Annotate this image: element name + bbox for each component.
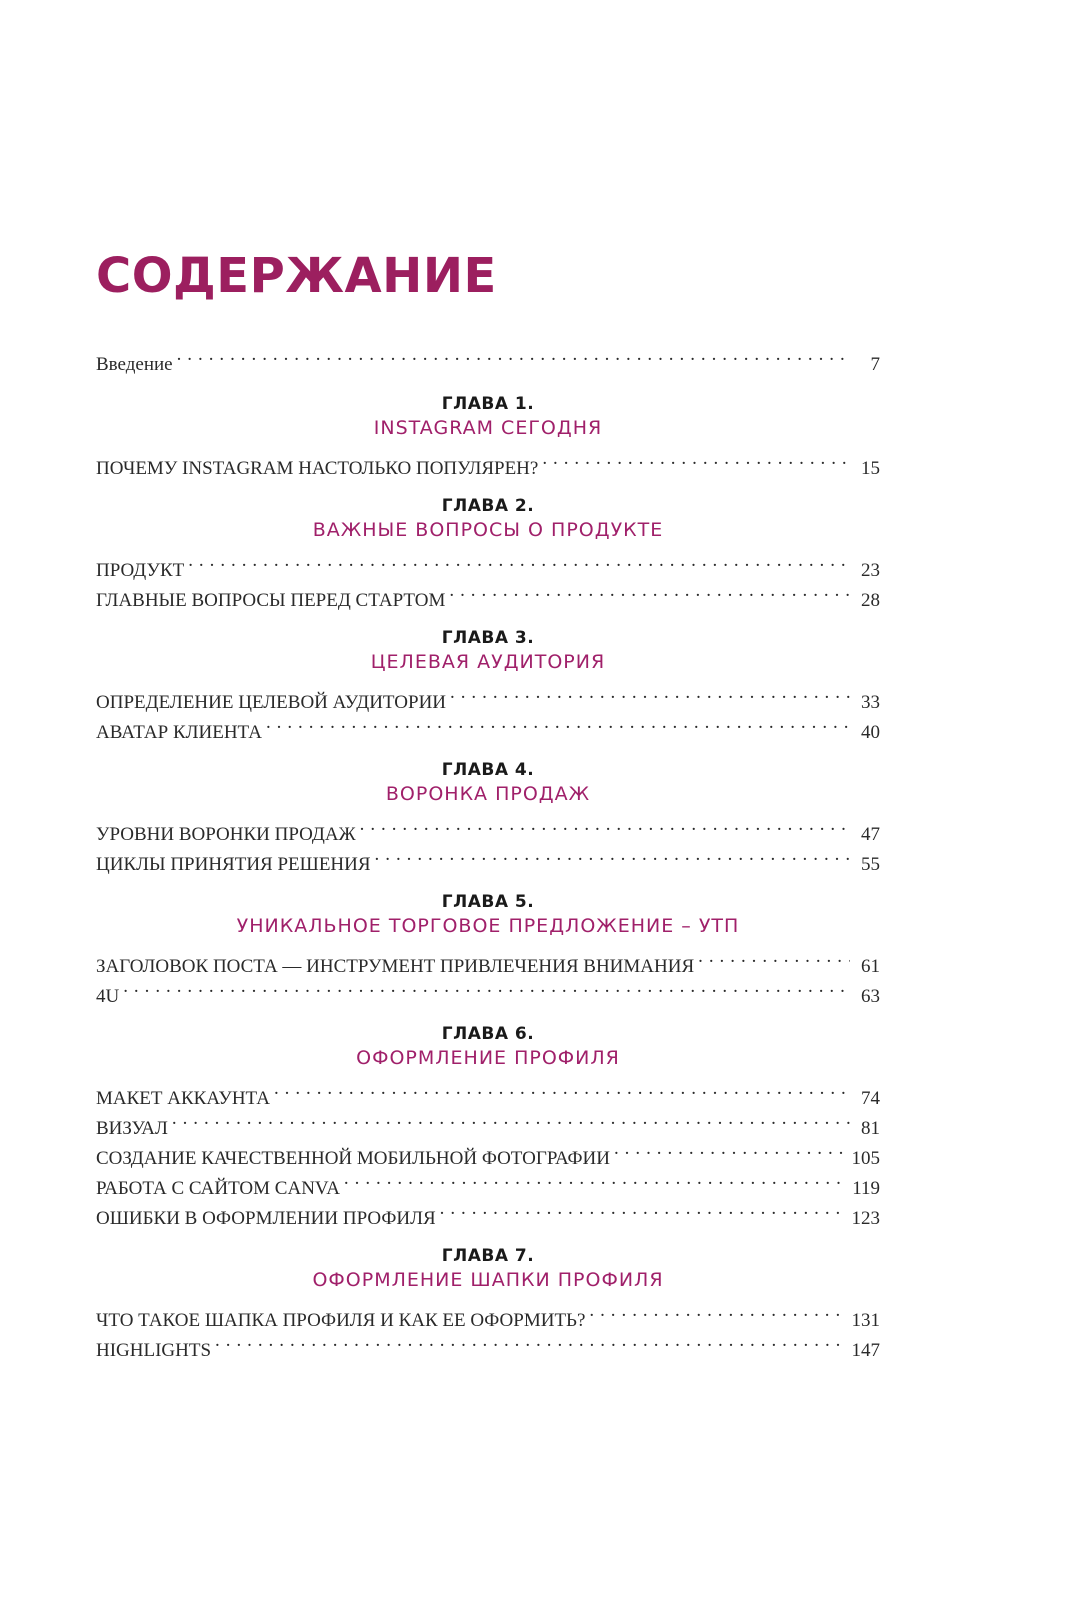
- page-title: СОДЕРЖАНИЕ: [96, 248, 497, 304]
- chapter-list: [96, 392, 880, 1361]
- toc-entry-page: 105: [851, 1148, 880, 1169]
- chapter-heading: [96, 890, 880, 938]
- toc-entry-page: 55: [861, 854, 880, 875]
- dot-leader: [450, 678, 850, 708]
- toc-entry[interactable]: [96, 444, 880, 479]
- chapter-name[interactable]: ВАЖНЫЕ ВОПРОСЫ О ПРОДУКТЕ: [312, 519, 664, 541]
- toc-entry-title: 4U: [96, 986, 120, 1007]
- chapter-name[interactable]: ЦЕЛЕВАЯ АУДИТОРИЯ: [370, 651, 606, 673]
- toc-entry-title: ПОЧЕМУ INSTAGRAM НАСТОЛЬКО ПОПУЛЯРЕН?: [96, 458, 539, 479]
- chapter-name[interactable]: ВОРОНКА ПРОДАЖ: [385, 783, 591, 805]
- dot-leader: [177, 340, 850, 370]
- chapter-number: ГЛАВА 3.: [441, 628, 535, 648]
- chapter-heading: [96, 626, 880, 674]
- dot-leader: [274, 1074, 850, 1104]
- toc-entry-title: ЦИКЛЫ ПРИНЯТИЯ РЕШЕНИЯ: [96, 854, 371, 875]
- dot-leader: [123, 972, 850, 1002]
- toc-entry[interactable]: [96, 678, 880, 713]
- toc-entry-page: 61: [861, 956, 880, 977]
- dot-leader: [440, 1194, 846, 1224]
- toc-entry-page: 33: [861, 692, 880, 713]
- toc-entry-title: ОШИБКИ В ОФОРМЛЕНИИ ПРОФИЛЯ: [96, 1208, 436, 1229]
- chapter-number: ГЛАВА 4.: [441, 760, 535, 780]
- toc-entry-title: ЗАГОЛОВОК ПОСТА — ИНСТРУМЕНТ ПРИВЛЕЧЕНИЯ ВНИМАНИЯ: [96, 956, 695, 977]
- chapter-section: [96, 392, 880, 479]
- table-of-contents: [96, 340, 880, 1376]
- toc-entry-page: 47: [861, 824, 880, 845]
- toc-entry[interactable]: [96, 972, 880, 1007]
- toc-entry-page: 40: [861, 722, 880, 743]
- chapter-section: [96, 1244, 880, 1361]
- toc-entry-page: 147: [851, 1340, 880, 1361]
- toc-entry-page: 119: [852, 1178, 880, 1199]
- chapter-number: ГЛАВА 6.: [441, 1024, 535, 1044]
- dot-leader: [449, 576, 850, 606]
- chapter-name[interactable]: УНИКАЛЬНОЕ ТОРГОВОЕ ПРЕДЛОЖЕНИЕ – УТП: [236, 915, 740, 937]
- chapter-section: [96, 494, 880, 611]
- toc-entry-title: ПРОДУКТ: [96, 560, 185, 581]
- dot-leader: [344, 1164, 846, 1194]
- chapter-section: [96, 626, 880, 743]
- toc-entry-title: Введение: [96, 354, 173, 375]
- dot-leader: [266, 708, 850, 738]
- chapter-section: [96, 890, 880, 1007]
- toc-entry-title: ВИЗУАЛ: [96, 1118, 168, 1139]
- toc-entry[interactable]: [96, 546, 880, 581]
- toc-entry[interactable]: [96, 1296, 880, 1331]
- toc-entry-page: 74: [861, 1088, 880, 1109]
- dot-leader: [589, 1296, 845, 1326]
- chapter-heading: [96, 1022, 880, 1070]
- dot-leader: [614, 1134, 846, 1164]
- toc-entry[interactable]: [96, 1104, 880, 1139]
- toc-entry-page: 28: [861, 590, 880, 611]
- dot-leader: [542, 444, 850, 474]
- dot-leader: [698, 942, 850, 972]
- toc-entry-title: ГЛАВНЫЕ ВОПРОСЫ ПЕРЕД СТАРТОМ: [96, 590, 446, 611]
- chapter-name[interactable]: ОФОРМЛЕНИЕ ШАПКИ ПРОФИЛЯ: [312, 1269, 664, 1291]
- chapter-section: [96, 758, 880, 875]
- toc-entry[interactable]: [96, 810, 880, 845]
- toc-entry[interactable]: [96, 576, 880, 611]
- chapter-name[interactable]: ОФОРМЛЕНИЕ ПРОФИЛЯ: [356, 1047, 620, 1069]
- dot-leader: [215, 1326, 845, 1356]
- chapter-heading: [96, 392, 880, 440]
- toc-entry[interactable]: [96, 942, 880, 977]
- toc-entry-page: 123: [851, 1208, 880, 1229]
- dot-leader: [375, 840, 850, 870]
- toc-entry-page: 15: [861, 458, 880, 479]
- toc-entry-title: РАБОТА С САЙТОМ CANVA: [96, 1178, 340, 1199]
- dot-leader: [172, 1104, 850, 1134]
- toc-entry-page: 81: [861, 1118, 880, 1139]
- chapter-heading: [96, 758, 880, 806]
- toc-entry-title: HIGHLIGHTS: [96, 1340, 212, 1361]
- toc-entry[interactable]: [96, 1074, 880, 1109]
- dot-leader: [360, 810, 850, 840]
- toc-entry-title: УРОВНИ ВОРОНКИ ПРОДАЖ: [96, 824, 356, 845]
- toc-entry-page: 63: [861, 986, 880, 1007]
- chapter-heading: [96, 494, 880, 542]
- toc-entry-title: СОЗДАНИЕ КАЧЕСТВЕННОЙ МОБИЛЬНОЙ ФОТОГРАФИИ: [96, 1148, 610, 1169]
- chapter-number: ГЛАВА 1.: [441, 394, 535, 414]
- chapter-name[interactable]: INSTAGRAM СЕГОДНЯ: [373, 417, 603, 439]
- toc-entry-intro[interactable]: [96, 340, 880, 375]
- toc-entry-page: 23: [861, 560, 880, 581]
- chapter-section: [96, 1022, 880, 1229]
- chapter-heading: [96, 1244, 880, 1292]
- chapter-number: ГЛАВА 7.: [441, 1246, 535, 1266]
- toc-entry-page: 131: [851, 1310, 880, 1331]
- chapter-number: ГЛАВА 2.: [441, 496, 535, 516]
- chapter-number: ГЛАВА 5.: [441, 892, 535, 912]
- toc-entry-title: МАКЕТ АККАУНТА: [96, 1088, 270, 1109]
- toc-entry[interactable]: [96, 1134, 880, 1169]
- dot-leader: [188, 546, 850, 576]
- toc-entry-title: ОПРЕДЕЛЕНИЕ ЦЕЛЕВОЙ АУДИТОРИИ: [96, 692, 447, 713]
- toc-entry-page: 7: [870, 354, 880, 375]
- toc-entry-title: АВАТАР КЛИЕНТА: [96, 722, 262, 743]
- toc-entry-title: ЧТО ТАКОЕ ШАПКА ПРОФИЛЯ И КАК ЕЕ ОФОРМИТЬ?: [96, 1310, 586, 1331]
